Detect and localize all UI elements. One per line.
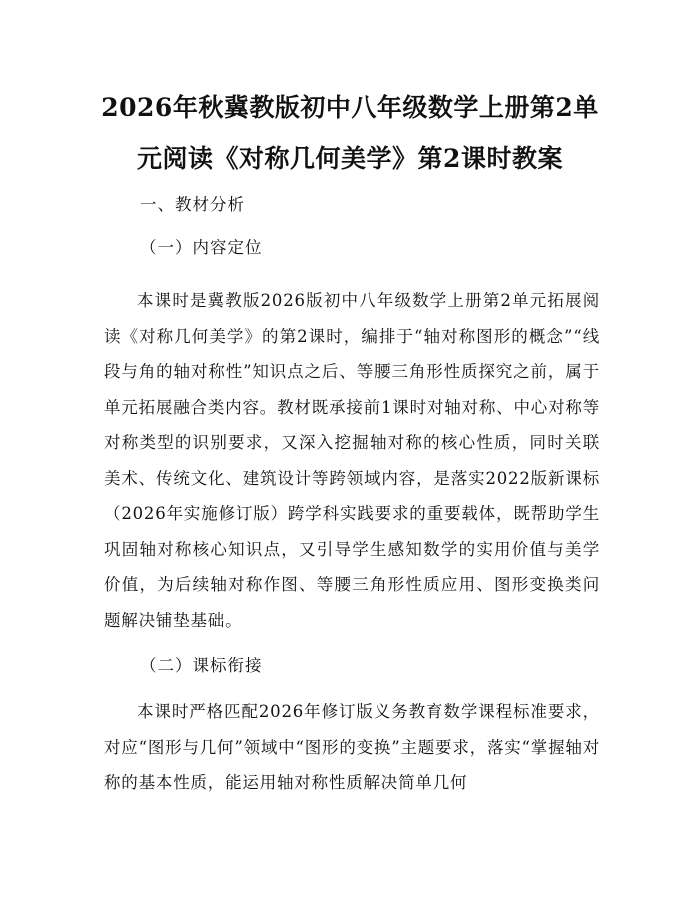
section-heading-textbook-analysis: 一、教材分析	[140, 195, 245, 214]
subsection-heading-curriculum-link: （二）课标衔接	[140, 656, 263, 675]
paragraph-content-positioning: 本课时是冀教版2026版初中八年级数学上册第2单元拓展阅读《对称几何美学》的第2课时，编排于“轴对称图形的概念”“线段与角的轴对称性”知识点之后、等腰三角形性质探究之前，属于单元拓展融合类内容。教材既承接前1课时对轴对称、中心对称等对称类型的识别要求，又深入挖掘轴对称的核心性质，同时关联美术、传统文化、建筑设计等跨领域内容，是落实2022版新课标（2026年实施修订版）跨学科实践要求的重要载体，既帮助学生巩固轴对称核心知识点，又引导学生感知数学的实用价值与美学价值，为后续轴对称作图、等腰三角形性质应用、图形变换类问题解决铺垫基础。	[104, 291, 600, 630]
subsection-heading-content-positioning: （一）内容定位	[140, 238, 263, 257]
document-title: 2026年秋冀教版初中八年级数学上册第2单元阅读《对称几何美学》第2课时教案	[101, 93, 599, 173]
paragraph-curriculum-link: 本课时严格匹配2026年修订版义务教育数学课程标准要求，对应“图形与几何”领域中“图形的变换”主题要求，落实“掌握轴对称的基本性质，能运用轴对称性质解决简单几何	[104, 702, 600, 792]
